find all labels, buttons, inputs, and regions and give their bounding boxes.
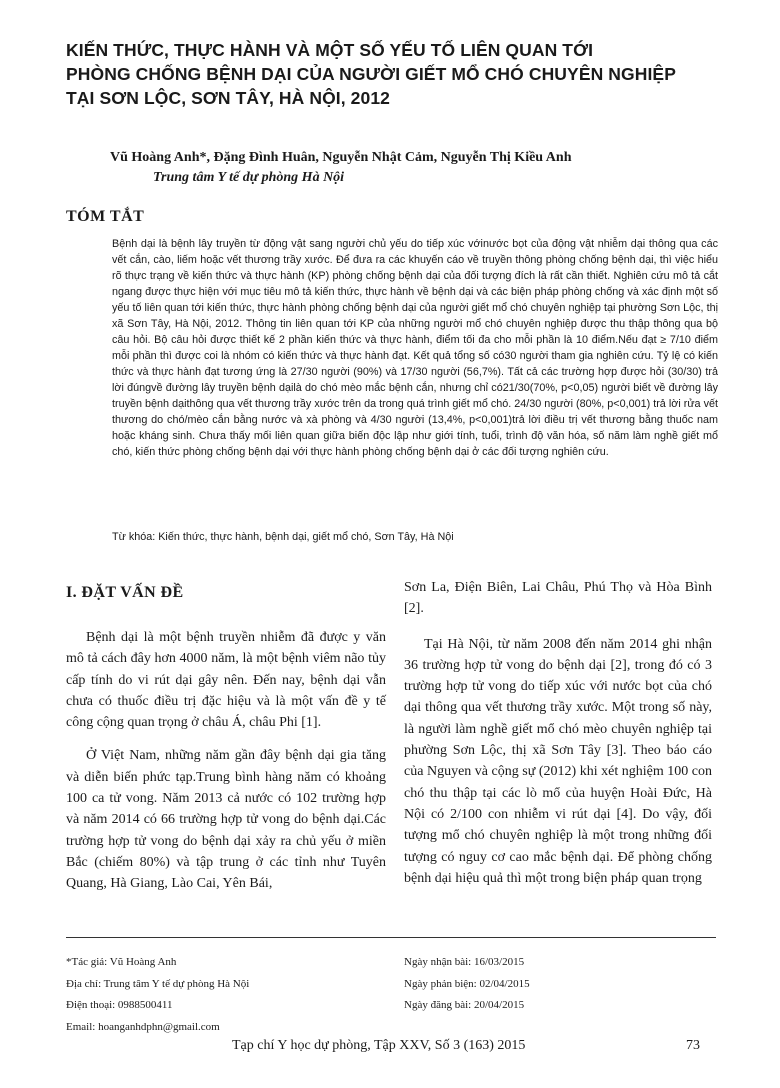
right-column: [404, 577, 712, 889]
paragraph-2-continued: Sơn La, Điện Biên, Lai Châu, Phú Thọ và Hòa Bình [2].: [404, 580, 712, 617]
title-line-2: PHÒNG CHỐNG BỆNH DẠI CỦA NGƯỜI GIẾT MỔ CHÓ CHUYÊN NGHIỆP: [66, 64, 676, 84]
date-reviewed: Ngày phản biện: 02/04/2015: [404, 977, 530, 990]
article-dates: [404, 952, 704, 1017]
journal-citation: Tạp chí Y học dự phòng, Tập XXV, Số 3 (163) 2015: [232, 1038, 526, 1053]
date-accepted: Ngày đăng bài: 20/04/2015: [404, 999, 525, 1011]
footnote-divider: [66, 937, 716, 938]
paragraph-1: Bệnh dại là một bệnh truyền nhiễm đã được y văn mô tả cách đây hơn 4000 năm, là một bệnh viêm não tủy cấp tính do vi rút dại gây nên. Đến nay, bệnh dại vẫn chưa có thuốc điều trị đặc hiệu và là một vấn đề y tế công cộng quan trọng ở châu Á, châu Phi [1].: [66, 630, 386, 731]
author-list: Vũ Hoàng Anh*, Đặng Đình Huân, Nguyễn Nhật Cảm, Nguyễn Thị Kiều Anh: [110, 150, 572, 165]
affiliation: Trung tâm Y tế dự phòng Hà Nội: [153, 170, 345, 185]
left-column: [66, 577, 386, 895]
author-address: Địa chỉ: Trung tâm Y tế dự phòng Hà Nội: [66, 977, 250, 990]
paragraph-3: Tại Hà Nội, từ năm 2008 đến năm 2014 ghi nhận 36 trường hợp tử vong do bệnh dại [2], trong đó có 3 trường hợp tử vong do tiếp xúc với nước bọt của chó dại thông qua vết thương trầy xước. Một trong số này, là người làm nghề giết mổ chó mèo chuyên nghiệp tại phường Sơn Lộc, thị xã Sơn Tây [3]. Theo báo cáo của Nguyen và cộng sự (2012) khi xét nghiệm 100 con chó thu thập tại các lò mổ của huyện Hoài Đức, Hà Nội có 2/100 con nhiễm vi rút dại [4]. Do vậy, đối tượng mổ chó chuyên nghiệp là một trong những đối tượng có nguy cơ cao mắc bệnh dại. Để phòng chống bệnh dại hiệu quả thì một trong biện pháp quan trọng: [404, 636, 712, 886]
paper-title: [66, 38, 726, 110]
author-phone: Điện thoại: 0988500411: [66, 999, 173, 1011]
title-line-1: KIẾN THỨC, THỰC HÀNH VÀ MỘT SỐ YẾU TỐ LIÊN QUAN TỚI: [66, 40, 594, 60]
date-received: Ngày nhận bài: 16/03/2015: [404, 956, 525, 968]
keywords: Từ khóa: Kiến thức, thực hành, bệnh dại, giết mổ chó, Sơn Tây, Hà Nội: [112, 531, 454, 543]
abstract-heading: TÓM TẮT: [66, 208, 145, 225]
correspondence-footnote: [66, 952, 386, 1038]
author-email: Email: hoanganhdphn@gmail.com: [66, 1020, 220, 1033]
section-heading: I. ĐẶT VẤN ĐỀ: [66, 584, 184, 601]
title-line-3: TẠI SƠN LỘC, SƠN TÂY, HÀ NỘI, 2012: [66, 88, 391, 108]
abstract-text: Bệnh dại là bệnh lây truyền từ động vật sang người chủ yếu do tiếp xúc vớinước bọt của động vật nhiễm dại thông qua các vết cắn, cào, liếm hoặc vết thương trầy xước. Để đưa ra các khuyến cáo về truyền thông phòng chống bệnh dại, thì việc hiểu rõ thực trạng về kiến thức và thực hành (KP) phòng chống bệnh dại của đối tượng đích là rất cần thiết. Nghiên cứu mô tả cắt ngang được thực hiện với mục tiêu mô tả kiến thức, thực hành về bệnh dại và các biện pháp phòng chống và xác định một số yếu tố liên quan tới kiến thức, thực hành phòng chống bệnh dại của người giết mổ chó chuyên nghiệp tại phường Sơn Lộc, thị xã Sơn Tây, Hà Nội, 2012. Thông tin liên quan tới KP của những người mổ chó chuyên nghiệp được thu thập thông qua bộ câu hỏi. Bộ câu hỏi được thiết kế 2 phần kiến thức và thực hành, điểm tối đa cho mỗi phần là 10 điểm.Nếu đạt ≥ 7/10 điểm mỗi phần thì được coi là nhóm có kiến thức và thực hành đạt. Kết quả tổng số có30 người tham gia nghiên cứu. Tỷ lệ có kiến thức và thực hành đạt tương ứng là 27/30 người (90%) và 17/30 người (56,7%). Tất cả các trường hợp được hỏi (30/30) trả lời đúngvề đường lây truyền bệnh dạilà do chó mèo mắc bệnh cắn, nhưng chỉ có21/30(70%, p<0,05) người biết về đường lây truyền bệnh dạithông qua vết thương trầy xước trên da trong quá trình giết mổ chó. 24/30 người (80%, p<0,001) trả lời rửa vết thương do chó/mèo cắn bằng nước và xà phòng và 4/30 người (13,4%, p<0,001)trả lời điều trị vết thương bằng thuốc nam hoặc kháng sinh. Chưa thấy mối liên quan giữa biến độc lập như giới tính, tuổi, trình độ văn hóa, số năm làm nghề giết mổ chó, kiến thức phòng chống bệnh dại với thực hành phòng chống bệnh dại ở các đối tượng nghiên cứu.: [112, 238, 718, 458]
corresponding-author: *Tác giả: Vũ Hoàng Anh: [66, 956, 177, 968]
page-number: 73: [686, 1038, 700, 1053]
paragraph-2: Ở Việt Nam, những năm gần đây bệnh dại gia tăng và diễn biến phức tạp.Trung bình hàng năm có khoảng 100 ca tử vong. Năm 2013 cả nước có 102 trường hợp và năm 2014 có 66 trường hợp tử vong do bệnh dại.Các trường hợp tử vong do bệnh dại xảy ra chủ yếu ở miền Bắc (chiếm 80%) và tập trung ở các tỉnh như Tuyên Quang, Hà Giang, Lào Cai, Yên Bái,: [66, 748, 386, 892]
